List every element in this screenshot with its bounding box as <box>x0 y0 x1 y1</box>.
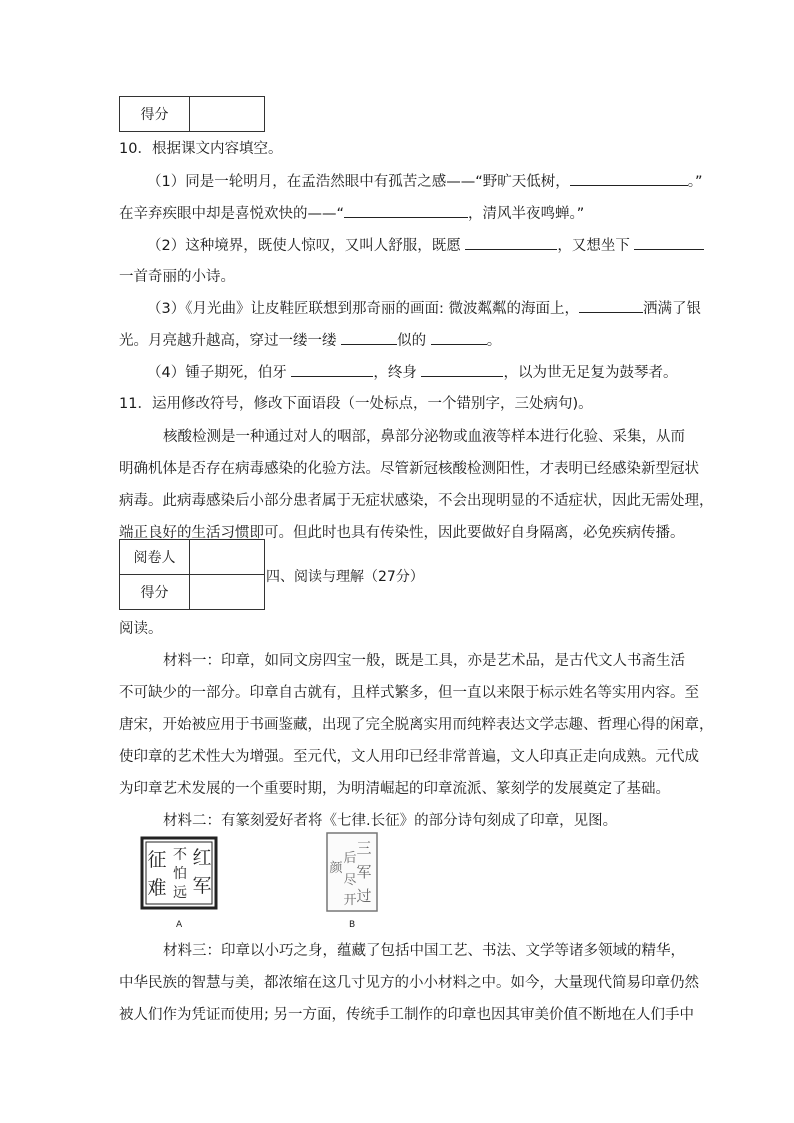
reviewer-input-cell[interactable] <box>190 540 265 575</box>
score-box-top <box>119 96 265 132</box>
material1-line-2: 不可缺少的一部分。印章自古就有，且样式繁多，但一直以来限于标示姓名等实用内容。至 <box>119 685 699 701</box>
q10-blank-6[interactable] <box>341 330 397 345</box>
score-label: 得分 <box>120 575 190 610</box>
q10-blank-7[interactable] <box>431 330 487 345</box>
seal-b-char: 开 <box>343 893 357 908</box>
q10-blank-1[interactable] <box>570 171 688 186</box>
q10-p1-line2 <box>119 203 584 224</box>
reviewer-label: 阅卷人 <box>120 540 190 575</box>
q10-p1-line1 <box>147 171 703 192</box>
q10-p1-text-a: （1）同是一轮明月，在孟浩然眼中有孤苦之感——“野旷天低树， <box>147 174 570 190</box>
q10-p4-text-b: ，终身 <box>373 365 422 381</box>
q11-line-4: 端正良好的生活习惯即可。但此时也具有传染性，因此要做好自身隔离，必免疾病传播。 <box>119 525 685 541</box>
q10-p3-text-d: 似的 <box>397 333 431 349</box>
q10-blank-5[interactable] <box>579 298 643 313</box>
seal-a-char: 难 <box>147 877 167 899</box>
q10-blank-3[interactable] <box>465 235 557 250</box>
seal-b-char: 军 <box>356 863 372 881</box>
seal-b-char: 尽 <box>343 873 357 888</box>
q10-p2-line1 <box>147 235 704 256</box>
q11-line-2: 明确机体是否存在病毒感染的化验方法。尽管新冠核酸检测阳性，才表明已经感染新型冠状 <box>119 461 699 477</box>
q10-p3-text-b: 洒满了银 <box>642 301 701 317</box>
q10-p3-text-e: 。 <box>486 333 502 349</box>
material3-line-3: 被人们作为凭证而使用; 另一方面，传统手工制作的印章也因其审美价值不断地在人们手中 <box>119 1007 694 1023</box>
q10-p4-text-a: （4）锺子期死，伯牙 <box>147 365 292 381</box>
seal-a-image <box>140 836 218 910</box>
seal-b-image <box>326 832 378 912</box>
q11-line-1: 核酸检测是一种通过对人的咽部，鼻部分泌物或血液等样本进行化验、采集，从而 <box>163 429 685 445</box>
material3-line-2: 中华民族的智慧与美，都浓缩在这几寸见方的小小材料之中。如今，大量现代简易印章仍然 <box>119 975 699 991</box>
section4-intro: 阅读。 <box>119 621 163 637</box>
q10-p4-text-c: ，以为世无足复为鼓琴者。 <box>503 365 678 381</box>
seal-b-char: 颜 <box>329 861 343 876</box>
q10-p3-line1 <box>147 298 701 319</box>
seal-a-svg <box>140 836 218 910</box>
material1-line-3: 唐宋，开始被应用于书画鉴藏，出现了完全脱离实用而纯粹表达文学志趣、哲理心得的闲章， <box>119 717 714 733</box>
score-input-cell[interactable] <box>190 575 265 610</box>
seal-a-char: 不 <box>173 847 187 863</box>
seal-b-label: B <box>349 920 356 930</box>
q10-p2-line2: 一首奇丽的小诗。 <box>119 269 235 285</box>
q11-title: 11．运用修改符号，修改下面语段（一处标点，一个错别字，三处病句)。 <box>119 396 593 412</box>
q10-blank-9[interactable] <box>421 362 503 377</box>
seal-b-char: 过 <box>356 887 372 905</box>
seal-b-char: 后 <box>343 851 357 866</box>
seal-a-label: A <box>176 920 183 930</box>
material3-line-1: 材料三：印章以小巧之身，蕴藏了包括中国工艺、书法、文学等诸多领域的精华， <box>163 943 685 959</box>
q10-blank-2[interactable] <box>344 203 468 218</box>
q10-p4 <box>147 362 677 383</box>
q10-p3-line2 <box>119 330 501 351</box>
q10-p3-text-a: （3）《月光曲》让皮鞋匠联想到那奇丽的画面: 微波粼粼的海面上， <box>147 301 579 317</box>
seal-a-char: 红 <box>192 847 212 869</box>
q10-blank-8[interactable] <box>291 362 373 377</box>
material1-line-1: 材料一：印章，如同文房四宝一般，既是工具，亦是艺术品，是古代文人书斋生活 <box>163 653 685 669</box>
q10-title: 10．根据课文内容填空。 <box>119 141 283 157</box>
material2-text: 材料二：有篆刻爱好者将《七律.长征》的部分诗句刻成了印章，见图。 <box>163 813 618 829</box>
q10-p2-text-a: （2）这种境界，既使人惊叹，又叫人舒服，既愿 <box>147 238 466 254</box>
q10-p1-text-b: 。” <box>687 174 703 190</box>
material1-line-5: 为印章艺术发展的一个重要时期，为明清崛起的印章流派、篆刻学的发展奠定了基础。 <box>119 781 670 797</box>
score-box-reading <box>119 539 265 610</box>
q10-p1-text-c: 在辛弃疾眼中却是喜悦欢快的——“ <box>119 206 345 222</box>
q10-p2-text-b: ，又想坐下 <box>557 238 635 254</box>
score-input-cell[interactable] <box>190 97 265 132</box>
seal-a-char: 怕 <box>173 866 187 882</box>
section4-title: 四、阅读与理解（27分） <box>266 569 424 585</box>
seal-a-char: 征 <box>147 849 167 871</box>
seal-a-char: 军 <box>192 875 212 897</box>
seal-a-char: 远 <box>173 885 187 901</box>
q10-blank-4[interactable] <box>634 235 704 250</box>
seal-b-char: 三 <box>356 839 372 857</box>
score-label: 得分 <box>120 97 190 132</box>
q11-line-3: 病毒。此病毒感染后小部分患者属于无症状感染，不会出现明显的不适症状，因此无需处理， <box>119 493 714 509</box>
q10-p1-text-d: ，清风半夜鸣蝉。” <box>468 206 585 222</box>
material1-line-4: 使印章的艺术性大为增强。至元代，文人用印已经非常普遍，文人印真正走向成熟。元代成 <box>119 749 699 765</box>
q10-p3-text-c: 光。月亮越升越高，穿过一缕一缕 <box>119 333 342 349</box>
seal-b-svg <box>326 832 378 912</box>
